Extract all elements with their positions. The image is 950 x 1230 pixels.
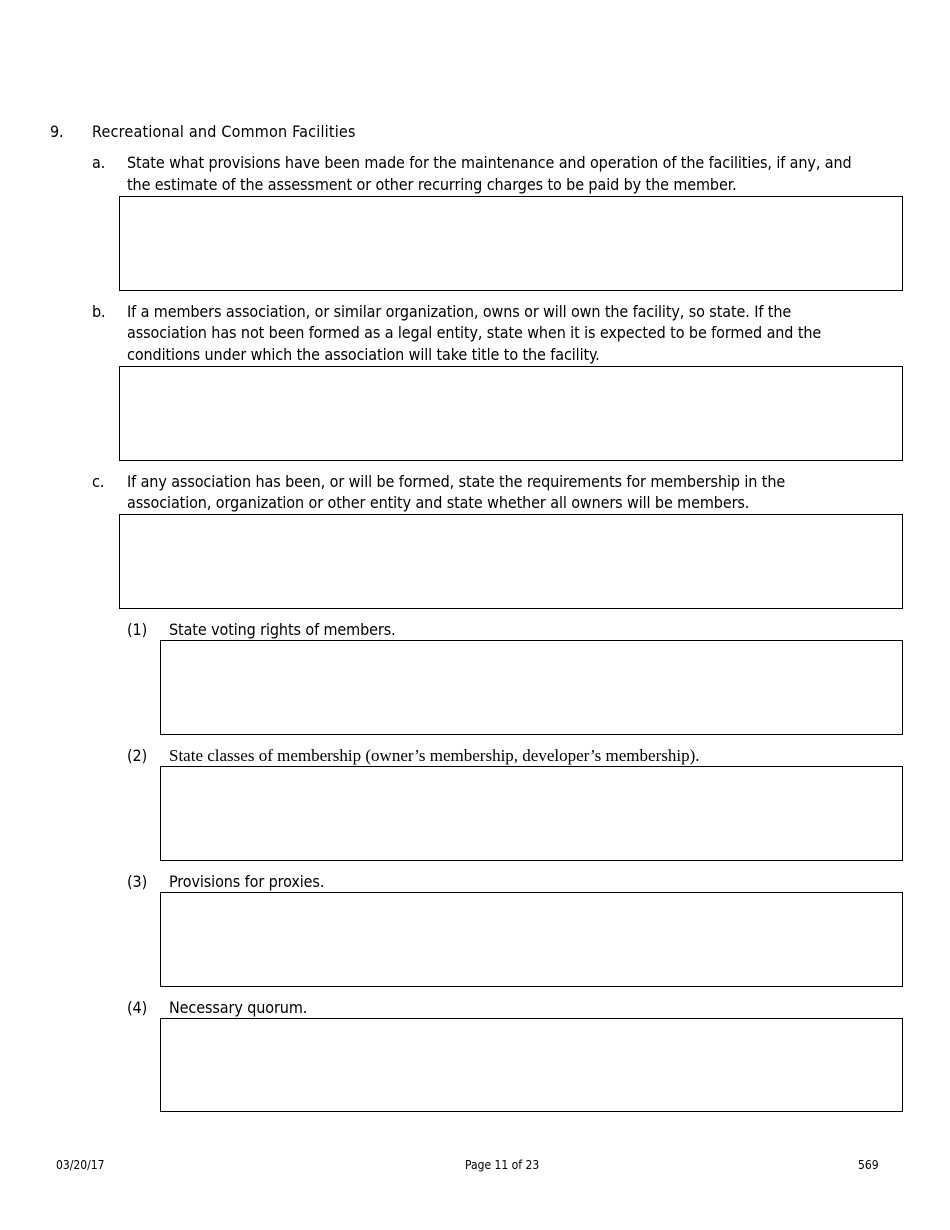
footer-date: 03/20/17	[56, 1158, 105, 1172]
footer-page-number: Page 11 of 23	[465, 1158, 540, 1172]
subitem-1-number: (1)	[127, 620, 148, 639]
subitem-3-number: (3)	[127, 872, 148, 891]
item-a-text-line2: the estimate of the assessment or other recurring charges to be paid by the member.	[127, 175, 737, 194]
item-c-text-line2: association, organization or other entity and state whether all owners will be members.	[127, 493, 750, 512]
item-c-answer-field[interactable]	[119, 514, 903, 609]
subitem-2-answer-field[interactable]	[160, 766, 903, 861]
subitem-4-number: (4)	[127, 998, 148, 1017]
item-c-text-line1: If any association has been, or will be formed, state the requirements for membership in the	[127, 472, 786, 491]
subitem-4-label: Necessary quorum.	[169, 998, 308, 1017]
subitem-1-label: State voting rights of members.	[169, 620, 396, 639]
item-b-text-line2: association has not been formed as a legal entity, state when it is expected to be formed and the	[127, 323, 822, 342]
section-number: 9.	[50, 122, 64, 141]
item-b-letter: b.	[92, 302, 106, 321]
item-a-text-line1: State what provisions have been made for the maintenance and operation of the facilities, if any, and	[127, 153, 852, 172]
subitem-3-answer-field[interactable]	[160, 892, 903, 987]
item-a-letter: a.	[92, 153, 106, 172]
subitem-2-label: State classes of membership (owner’s membership, developer’s membership).	[169, 746, 700, 765]
footer-form-number: 569	[858, 1158, 879, 1172]
item-b-answer-field[interactable]	[119, 366, 903, 461]
item-b-text-line1: If a members association, or similar organization, owns or will own the facility, so state. If the	[127, 302, 792, 321]
item-a-answer-field[interactable]	[119, 196, 903, 291]
subitem-2-number: (2)	[127, 746, 148, 765]
item-c-letter: c.	[92, 472, 105, 491]
section-title: Recreational and Common Facilities	[92, 122, 356, 141]
item-b-text-line3: conditions under which the association will take title to the facility.	[127, 345, 600, 364]
subitem-1-answer-field[interactable]	[160, 640, 903, 735]
subitem-4-answer-field[interactable]	[160, 1018, 903, 1112]
subitem-3-label: Provisions for proxies.	[169, 872, 325, 891]
